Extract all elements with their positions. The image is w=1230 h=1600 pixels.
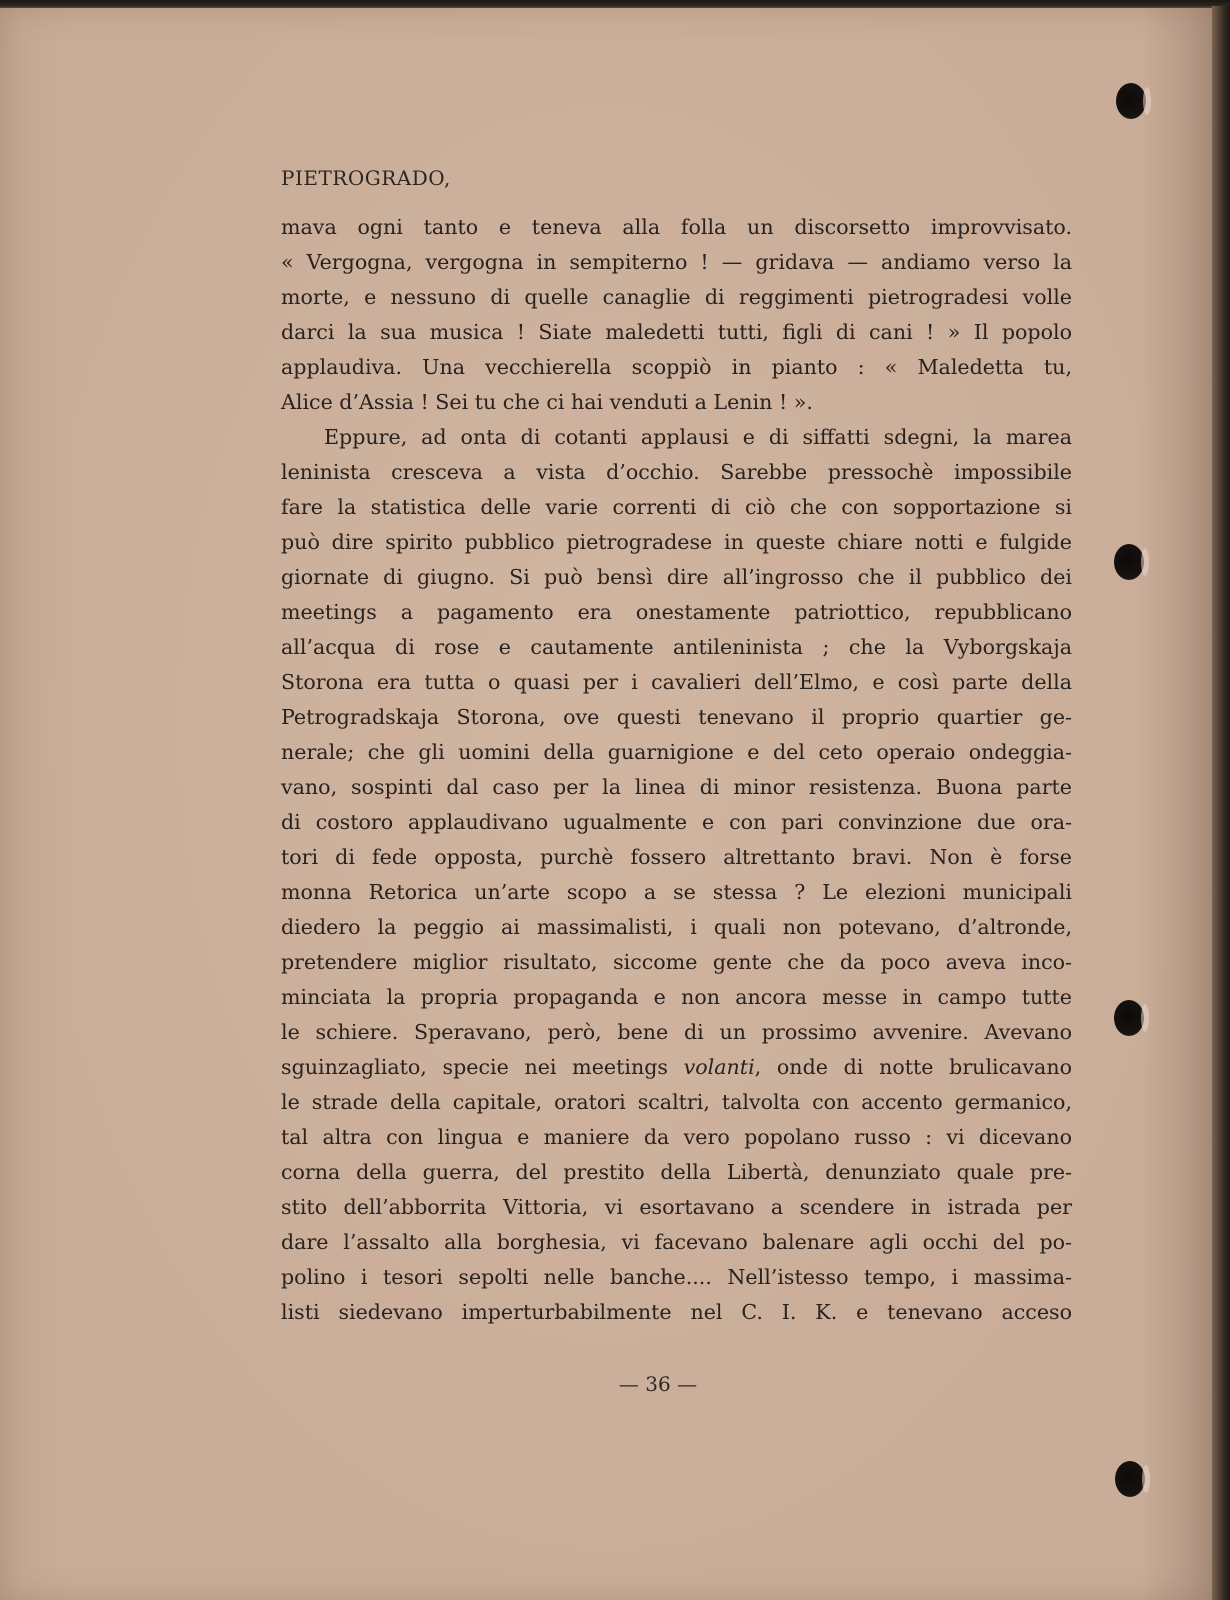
text-line: darci la sua musica ! Siate maledetti tutti, figli di cani ! » Il popolo <box>281 320 1072 344</box>
text-line: polino i tesori sepolti nelle banche.... Nell’istesso tempo, i massima- <box>281 1265 1072 1289</box>
body-text <box>281 210 1072 1330</box>
text-line: le strade della capitale, oratori scaltri, talvolta con accento germanico, <box>281 1090 1072 1114</box>
italic-word: volanti <box>683 1055 755 1079</box>
text-line: applaudiva. Una vecchierella scoppiò in pianto : « Maledetta tu, <box>281 355 1072 379</box>
text-line: fare la statistica delle varie correnti di ciò che con sopportazione si <box>281 495 1072 519</box>
text-line: minciata la propria propaganda e non ancora messe in campo tutte <box>281 985 1072 1009</box>
text-line: monna Retorica un’arte scopo a se stessa ? Le elezioni municipali <box>281 880 1072 904</box>
text-fragment: , onde di notte brulicavano <box>754 1055 1072 1079</box>
text-line: corna della guerra, del prestito della Libertà, denunziato quale pre- <box>281 1160 1072 1184</box>
text-line: Eppure, ad onta di cotanti applausi e di siffatti sdegni, la marea <box>324 425 1072 449</box>
text-line: le schiere. Speravano, però, bene di un prossimo avvenire. Avevano <box>281 1020 1072 1044</box>
text-line: tori di fede opposta, purchè fossero altrettanto bravi. Non è forse <box>281 845 1072 869</box>
text-line: « Vergogna, vergogna in sempiterno ! — gridava — andiamo verso la <box>281 250 1072 274</box>
text-line: listi siedevano imperturbabilmente nel C. I. K. e tenevano acceso <box>281 1300 1072 1324</box>
text-line: nerale; che gli uomini della guarnigione e del ceto operaio ondeggia- <box>281 740 1072 764</box>
text-line: leninista cresceva a vista d’occhio. Sarebbe pressochè impossibile <box>281 460 1072 484</box>
text-line: meetings a pagamento era onestamente patriottico, repubblicano <box>281 600 1072 624</box>
punch-hole <box>1115 1461 1145 1497</box>
punch-hole <box>1114 544 1144 580</box>
text-line: Petrogradskaja Storona, ove questi tenevano il proprio quartier ge- <box>281 705 1072 729</box>
text-line <box>281 1050 1072 1085</box>
text-fragment: sguinzagliato, specie nei meetings <box>281 1055 684 1079</box>
text-line: all’acqua di rose e cautamente antileninista ; che la Vyborgskaja <box>281 635 1072 659</box>
punch-hole <box>1116 83 1146 119</box>
text-line: Storona era tutta o quasi per i cavalieri dell’Elmo, e così parte della <box>281 670 1072 694</box>
text-line: Alice d’Assia ! Sei tu che ci hai venduti a Lenin ! ». <box>281 390 813 414</box>
running-head: PIETROGRADO, <box>281 166 451 190</box>
text-line: vano, sospinti dal caso per la linea di minor resistenza. Buona parte <box>281 775 1072 799</box>
page-number: — 36 — <box>618 1372 698 1396</box>
text-line: di costoro applaudivano ugualmente e con pari convinzione due ora- <box>281 810 1072 834</box>
text-line: stito dell’abborrita Vittoria, vi esortavano a scendere in istrada per <box>281 1195 1072 1219</box>
scan-right-edge <box>1212 6 1230 1600</box>
text-line: diedero la peggio ai massimalisti, i quali non potevano, d’altronde, <box>281 915 1072 939</box>
text-line: morte, e nessuno di quelle canaglie di reggimenti pietrogradesi volle <box>281 285 1072 309</box>
text-line: giornate di giugno. Si può bensì dire all’ingrosso che il pubblico dei <box>281 565 1072 589</box>
text-line: può dire spirito pubblico pietrogradese in queste chiare notti e fulgide <box>281 530 1072 554</box>
text-line: pretendere miglior risultato, siccome gente che da poco aveva inco- <box>281 950 1072 974</box>
text-line: mava ogni tanto e teneva alla folla un discorsetto improvvisato. <box>281 215 1072 239</box>
punch-hole <box>1114 1000 1144 1036</box>
text-line: dare l’assalto alla borghesia, vi facevano balenare agli occhi del po- <box>281 1230 1072 1254</box>
text-line: tal altra con lingua e maniere da vero popolano russo : vi dicevano <box>281 1125 1072 1149</box>
